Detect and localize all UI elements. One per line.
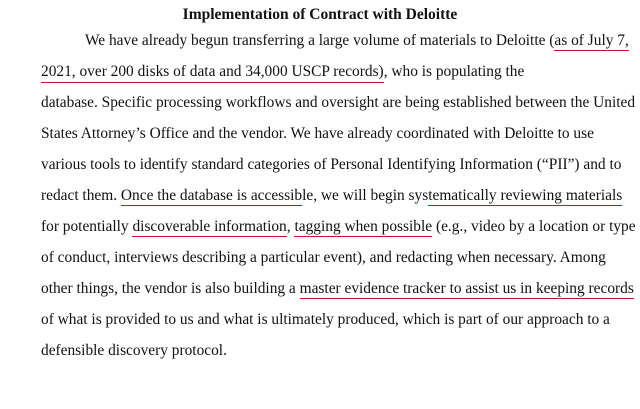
handwritten-underline-segment: as of July 7,	[554, 32, 629, 49]
paragraph-line-8	[41, 248, 606, 268]
paragraph-line-4	[41, 124, 594, 144]
document-title: Implementation of Contract with Deloitte	[182, 6, 458, 23]
text-segment: le, we will begin sys	[302, 187, 429, 204]
paragraph-line-11	[41, 341, 227, 361]
handwritten-underline-segment: master evidence tracker to assist us in keeping records	[299, 280, 634, 297]
paragraph-line-3	[41, 93, 635, 113]
handwritten-underline-segment: discoverable information	[132, 218, 287, 235]
text-segment: database. Specific processing workflows and oversight are being established between the United	[41, 94, 636, 111]
text-segment: , who is populating the	[383, 63, 525, 80]
text-segment: other things, the vendor is also building a	[41, 280, 300, 297]
paragraph-line-9	[41, 279, 634, 299]
text-segment: for potentially	[41, 218, 133, 235]
paragraph-line-1	[85, 31, 629, 51]
handwritten-underline-segment: 2021, over 200 disks of data and 34,000 USCP records)	[41, 63, 384, 83]
text-segment: defensible discovery protocol.	[41, 342, 227, 359]
paragraph-line-6	[41, 186, 622, 206]
handwritten-underline-segment: tematically reviewing materials	[428, 187, 623, 204]
text-segment: We have already begun transferring a large volume of materials to Deloitte (	[85, 32, 555, 49]
text-segment: of conduct, interviews describing a particular event), and redacting when necessary. Among	[41, 249, 606, 266]
paragraph-line-5	[41, 155, 621, 175]
handwritten-underline-segment: Once the database is accessib	[120, 187, 303, 204]
paragraph-line-7	[41, 217, 636, 237]
text-segment: States Attorney’s Office and the vendor. We have already coordinated with Deloitte to use	[41, 125, 594, 142]
text-segment: ,	[286, 218, 295, 235]
paragraph-line-10	[41, 310, 610, 330]
paragraph-line-2	[41, 62, 524, 82]
text-segment: (e.g., video by a location or type	[432, 218, 636, 235]
text-segment: redact them.	[41, 187, 121, 204]
text-segment: various tools to identify standard categories of Personal Identifying Information (“PII”) and to	[41, 156, 622, 173]
text-segment: of what is provided to us and what is ultimately produced, which is part of our approach to a	[41, 311, 610, 328]
handwritten-underline-segment: tagging when possible	[294, 218, 433, 235]
